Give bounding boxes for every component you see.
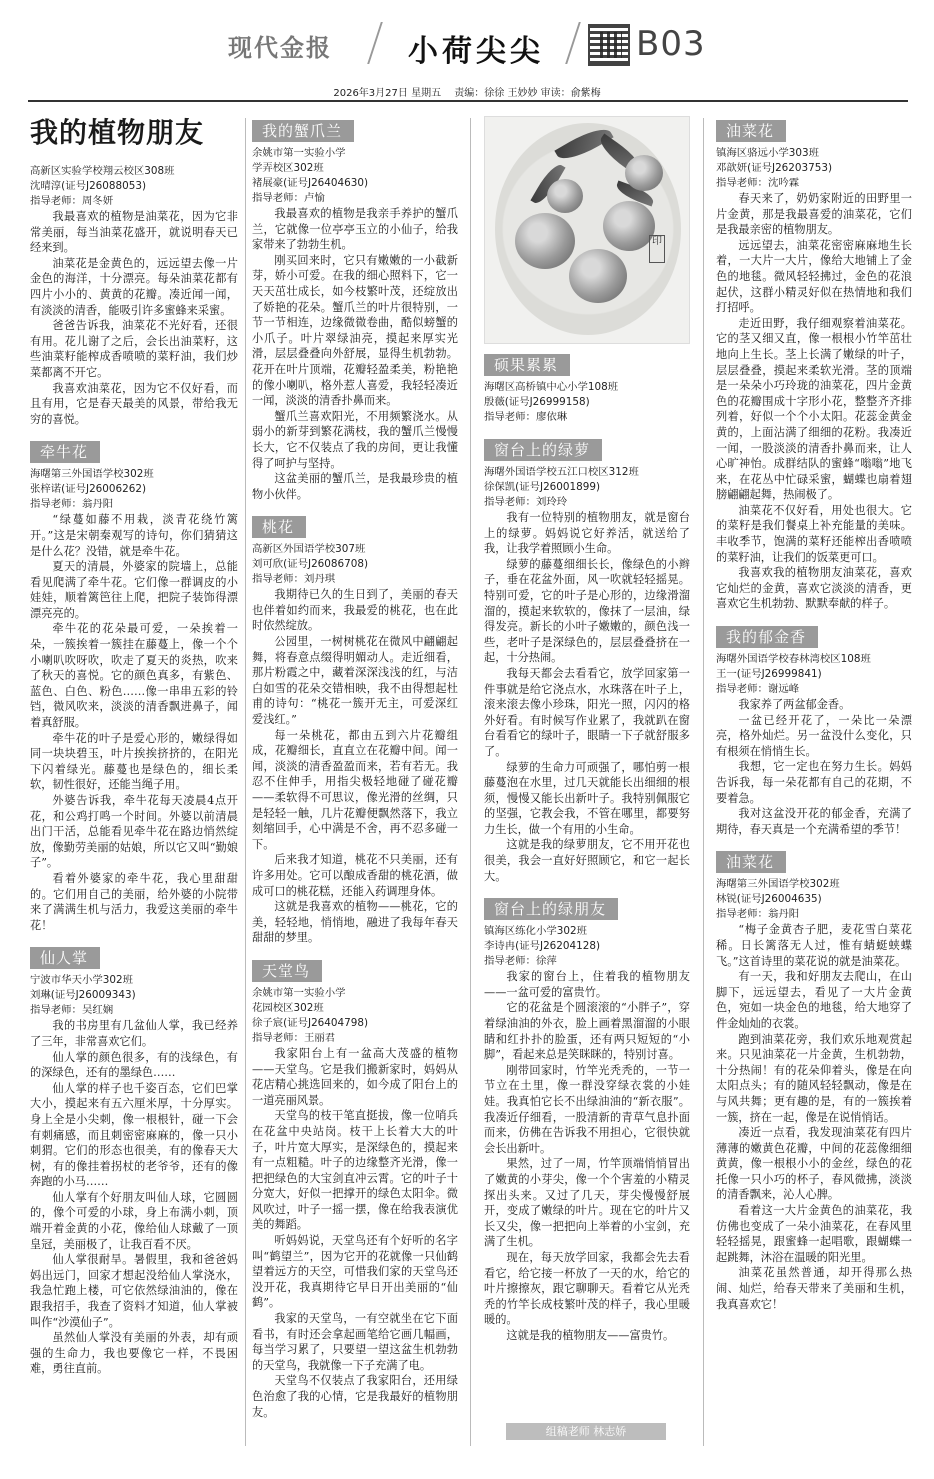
article-author-info: 余姚市第一实验小学 [252, 147, 346, 159]
article-paragraph: 后来我才知道，桃花不只美丽，还有许多用处。它可以酿成香甜的桃花酒，做成可口的桃花糕，还能入药调理身体。 [252, 853, 458, 898]
fruit-shape [625, 155, 663, 191]
article-tag: 仙人掌 [30, 947, 100, 969]
article-author-info: 海曙区高桥镇中心小学108班 [484, 381, 619, 393]
article [30, 937, 238, 1377]
article-paragraph: 我家的窗台上，住着我的植物朋友——一盆可爱的富贵竹。 [484, 970, 690, 999]
article-paragraph: 蟹爪兰喜欢阳光，不用频繁浇水。从弱小的新芽到繁花满枝，我的蟹爪兰慢慢长大，它不仅装点了我的房间，更让我懂得了呵护与坚持。 [252, 409, 458, 470]
article [484, 429, 690, 884]
article-tag: 窗台上的绿朋友 [484, 898, 618, 920]
article-paragraph: 仙人掌很耐旱。暑假里，我和爸爸妈妈出远门，回家才想起没给仙人掌浇水，我急忙跑上楼，可它依然绿油油的，像在跟我招手，我查了资料才知道，仙人掌被叫作“沙漠仙子”。 [30, 1253, 238, 1329]
article-author-info: 海曙外国语学校五江口校区312班 [484, 466, 639, 478]
article [252, 950, 458, 1420]
article-teacher: 指导老师：刘丹琪 [252, 573, 336, 586]
divider [367, 22, 383, 64]
article-paragraph: 牵牛花的花朵最可爱，一朵挨着一朵，一簇挨着一簇挂在藤蔓上，像一个个小喇叭吹呀吹，吹走了夏天的炎热，吹来了秋天的喜悦。它的颜色真多，有紫色、蓝色、白色、粉色……像一串串五彩的铃铛，微风吹来，淡淡的清香飘进鼻子，闻着真舒服。 [30, 622, 238, 730]
article-author-info: 镇海区骆远小学303班 [716, 147, 819, 159]
article-author-info: 高新区实验学校翔云校区308班 [30, 165, 175, 177]
article-paragraph: 这就是我的植物朋友——富贵竹。 [506, 1328, 675, 1342]
article-author-info: 刘琳(证号J26009343) [30, 989, 136, 1002]
article-teacher: 指导老师：翁丹阳 [30, 498, 114, 511]
article [716, 616, 912, 837]
article-paragraph: 这就是我的绿萝朋友，它不用开花也很美，我会一直好好照顾它，和它一起长大。 [484, 838, 690, 883]
article-author-info: 刘可欣(证号J26086708) [252, 558, 369, 571]
article-paragraph: 我想，它一定也在努力生长。妈妈告诉我，每一朵花都有自己的花期，不要着急。 [716, 760, 912, 805]
article [716, 112, 912, 612]
column-1 [30, 112, 238, 1450]
article-paragraph: 看着这一大片金黄色的油菜花，我仿佛也变成了一朵小油菜花，在春风里轻轻摇晃，跟蜜蜂一起唱歌，跟蝴蝶一起跳舞，沐浴在温暖的阳光里。 [716, 1204, 912, 1264]
column-divider [245, 118, 246, 1446]
article-paragraph: 这就是我喜欢的植物——桃花，它的美，轻轻地，悄悄地，融进了我每年春天甜甜的梦里。 [252, 900, 458, 945]
article-paragraph: 仙人掌的样子也千姿百态，它们巴掌大小，摸起来有五六厘米厚，十分厚实。身上全是小尖刺，像一根根针，碰一下会有刺痛感，而且刺密密麻麻的，像一只小刺猬。它们的形态也很美，有的像春天大树，有的像挂着拐杖的老爷爷，还有的像奔跑的小马…… [30, 1081, 238, 1189]
article-paragraph: 有一天，我和好朋友去爬山，在山脚下，远远望去，看见了一大片金黄色，宛如一块金色的地毯，给大地穿了件金灿灿的衣裳。 [716, 970, 912, 1030]
fruit-shape [547, 179, 583, 213]
article-paragraph: 爸爸告诉我，油菜花不光好看，还很有用。花儿谢了之后，会长出油菜籽，这些油菜籽能榨成香喷喷的菜籽油，我们炒菜都离不开它。 [30, 319, 238, 379]
article-author-info: 海曙第三外国语学校302班 [30, 468, 154, 481]
article-paragraph: 我喜欢油菜花，因为它不仅好看，而且有用，它是春天最美的风景，带给我无穷的喜悦。 [30, 381, 238, 426]
section-title: 小荷尖尖 [408, 34, 544, 69]
article [716, 841, 912, 1312]
dateline [0, 84, 934, 99]
brand-name: 现代金报 [228, 34, 332, 62]
article-paragraph: 绿萝的生命力可顽强了，哪怕剪一根藤蔓泡在水里，过几天就能长出细细的根须，慢慢又能长出新叶子。我特别佩服它的坚强，它教会我，不管在哪里，都要努力生长，做一个有用的小生命。 [484, 760, 690, 836]
article-paragraph: 夏天的清晨，外婆家的院墙上，总能看见爬满了牵牛花。它们像一群调皮的小娃娃，顺着篱笆往上爬，把院子装饰得漂漂亮亮的。 [30, 560, 238, 620]
article-paragraph: 我期待已久的生日到了，美丽的春天也伴着如约而来，我最爱的桃花，也在此时依然绽放。 [252, 588, 458, 633]
article-teacher: 指导老师：王丽君 [252, 1031, 336, 1044]
article-paragraph: 油菜花是金黄色的，远远望去像一片金色的海洋，十分漂亮。每朵油菜花都有四片小小的、黄黄的花瓣。凑近闻一闻，有淡淡的清香，能吸引许多蜜蜂来采蜜。 [30, 256, 238, 317]
article-paragraph: 走近田野，我仔细观察着油菜花。它的茎又细又直，像一根根小竹竿茁壮地向上生长。茎上长满了嫩绿的叶子，层层叠叠，摸起来柔软光滑。茎的顶端是一朵朵小巧玲珑的油菜花，四片金黄色的花瓣围成十字形小花，整整齐齐排列着，好似一个个小太阳。花蕊金黄金黄的，上面沾满了细细的花粉。我凑近一闻，一股淡淡的清香扑鼻而来，让人心旷神怡。成群结队的蜜蜂“嗡嗡”地飞来，在花丛中忙碌采蜜，蝴蝶也扇着翅膀翩翩起舞，热闹极了。 [716, 316, 912, 502]
article-paragraph: 看着外婆家的牵牛花，我心里甜甜的。它们用自己的美丽，给外婆的小院带来了满满生机与活力，我爱这美丽的牵牛花！ [30, 871, 238, 932]
article-author-info: 徐保凯(证号J26001899) [484, 481, 601, 493]
article-paragraph: 远远望去，油菜花密密麻麻地生长着，一大片一大片，像给大地铺上了金色的地毯。微风轻轻拂过，金色的花浪起伏，这群小精灵好似在热情地和我们打招呼。 [716, 238, 912, 315]
article-author-info: 余姚市第一实验小学 [252, 986, 346, 999]
article-paragraph: 春天来了，奶奶家附近的田野里一片金黄，那是我最喜爱的油菜花，它们是我最亲密的植物朋友。 [716, 192, 912, 237]
article-paragraph: 我最喜欢的植物是我亲手养护的蟹爪兰，它就像一位亭亭玉立的小仙子，给我家带来了勃勃生机。 [252, 207, 458, 252]
article-author-info: 沈晴淳(证号J26088053) [30, 180, 147, 192]
article-paragraph: 仙人掌有个好朋友叫仙人球，它圆圆的，像个可爱的小球，身上布满小刺，顶端开着金黄的小花，像给仙人球戴了一顶皇冠，美丽极了，让我百看不厌。 [30, 1190, 238, 1251]
article-paragraph: 外婆告诉我，牵牛花每天凌晨4点开花，和公鸡打鸣一个时间。外婆以前清晨出门干活，总能看见牵牛花在路边悄然绽放，像勤劳美丽的姑娘，所以它又叫“勤娘子”。 [30, 794, 238, 870]
issue-date: 2026年3月27日 星期五 [333, 88, 442, 99]
editor-credits: 责编：徐徐 王妙妙 审读：俞紫梅 [454, 88, 601, 99]
article-author-info: 徐子宸(证号J26404798) [252, 1016, 369, 1029]
article-author-info: 花园校区302班 [252, 1001, 324, 1014]
article-paragraph: 跑到油菜花旁，我们欢乐地观赏起来。只见油菜花一片金黄，生机勃勃，十分热闹！有的花朵仰着头，像是在向太阳点头；有的随风轻轻飘动，像是在与风共舞；更有趣的是，有的一簇挨着一簇，挤在一起，像是在说悄悄话。 [716, 1032, 912, 1124]
article-author-info: 宁波市华天小学302班 [30, 974, 133, 987]
article-author-info: 邓歆妍(证号J26203753) [716, 162, 833, 174]
fruit-shape [569, 249, 627, 303]
article-paragraph: 天堂鸟的枝干笔直挺拔，像一位哨兵在花盆中央站岗。枝干上长着大大的叶子，叶片宽大厚实，是深绿色的，摸起来有一点粗糙。叶子的边缘整齐光滑，像一把把绿色的大宝剑直冲云霄。它的叶子十分宽大，好似一把撑开的绿色太阳伞。微风吹过，叶子一摇一摆，像在给我表演优美的舞蹈。 [252, 1109, 458, 1232]
article [484, 344, 690, 425]
article-paragraph: 我有一位特别的植物朋友，就是窗台上的绿萝。妈妈说它好养活，就送给了我，让我学着照顾小生命。 [484, 511, 690, 556]
column-3 [484, 112, 690, 1450]
article-paragraph: 牵牛花的叶子是爱心形的，嫩绿得如同一块块碧玉，叶片挨挨挤挤的，在阳光下闪着绿光。藤蔓也是绿色的，细长柔软，韧性很好，还能当绳子用。 [30, 731, 238, 792]
page-headline: 我的植物朋友 [30, 116, 205, 149]
article-tag: 我的郁金香 [716, 626, 818, 648]
article-paragraph: 我的书房里有几盆仙人掌，我已经养了三年，非常喜欢它们。 [30, 1019, 238, 1048]
article-paragraph: “梅子金黄杏子肥，麦花雪白菜花稀。日长篱落无人过，惟有蜻蜓蛱蝶飞。”这首诗里的菜花说的就是油菜花。 [716, 923, 912, 968]
article-tag: 桃花 [252, 516, 306, 538]
article-author-info: 林锐(证号J26004635) [716, 893, 822, 906]
article [252, 506, 458, 946]
article-teacher: 指导老师：吴红娴 [30, 1004, 114, 1017]
article-author-info: 学弄校区302班 [252, 162, 324, 174]
article-paragraph: 我家阳台上有一盆高大茂盛的植物——天堂鸟。它是我们搬新家时，妈妈从花店精心挑选回来的，如今成了阳台上的一道亮丽风景。 [252, 1046, 458, 1107]
article-author-info: 李诗冉(证号J26204128) [484, 940, 601, 953]
article-author-info: 王一(证号J26999841) [716, 668, 822, 681]
article-tag: 窗台上的绿萝 [484, 439, 602, 461]
fruit-shape [603, 201, 655, 251]
article-paragraph: 我家养了两盆郁金香。 [738, 698, 851, 712]
article-author-info: 殷薇(证号J26999158) [484, 396, 590, 408]
article-teacher: 指导老师：刘玲玲 [484, 496, 568, 508]
painting-image [484, 116, 690, 344]
article-paragraph: 刚买回来时，它只有嫩嫩的一小截新芽，娇小可爱。在我的细心照料下，它一天天茁壮成长，如今枝繁叶茂，还绽放出了娇艳的花朵。蟹爪兰的叶片很特别，一节一节相连，边缘微微卷曲，酷似螃蟹的小爪子。叶片翠绿油亮，摸起来厚实光滑，层层叠叠向外舒展，显得生机勃勃。花开在叶片顶端，花瓣轻盈柔美，粉艳艳的像小喇叭，格外惹人喜爱，我轻轻凑近一闻，淡淡的清香扑鼻而来。 [252, 253, 458, 408]
article-paragraph: 一盆已经开花了，一朵比一朵漂亮，格外灿烂。另一盆没什么变化，只有根须在悄悄生长。 [716, 713, 912, 758]
article-paragraph: 油菜花虽然普通，却开得那么热闹、灿烂，给春天带来了美丽和生机，我真喜欢它！ [716, 1266, 912, 1311]
article-author-info: 高新区外国语学校307班 [252, 543, 366, 556]
article-paragraph: 我最喜欢的植物是油菜花，因为它非常美丽，每当油菜花盛开，就说明春天已经来到。 [30, 210, 238, 255]
article [252, 112, 458, 502]
article-paragraph: “绿蔓如藤不用栽，淡青花绕竹篱开。”这是宋朝秦观写的诗句，你们猜猜这是什么花？没错，就是牵牛花。 [30, 513, 238, 558]
article-tag: 天堂鸟 [252, 960, 322, 982]
article-paragraph: 我喜欢我的植物朋友油菜花，喜欢它灿烂的金黄，喜欢它淡淡的清香，更喜欢它生机勃勃、默默奉献的样子。 [716, 566, 912, 611]
article-paragraph: 每一朵桃花，都由五到六片花瓣组成，花瓣细长，直直立在花瓣中间。闻一闻，淡淡的清香盈盈而来，若有若无。我忍不住伸手，用指尖极轻地碰了碰花瓣——柔软得不可思议，像光滑的丝绸，只是轻轻一触，几片花瓣便飘然落下，我立刻缩回手，心中满是不舍，再不忍多碰一下。 [252, 728, 458, 851]
article-tag: 牵牛花 [30, 441, 100, 463]
article-paragraph: 凑近一点看，我发现油菜花有四片薄薄的嫩黄色花瓣，中间的花蕊像细细黄黄，像一根根小小的金丝，绿色的花托像一只小巧的杯子，春风微拂，淡淡的清香飘来，沁人心脾。 [716, 1126, 912, 1202]
article-author-info: 镇海区练化小学302班 [484, 925, 587, 938]
column-2 [252, 112, 458, 1450]
column-divider [470, 118, 471, 1446]
fruit-shape [515, 213, 575, 269]
column-4 [716, 112, 912, 1452]
page-number: B03 [636, 24, 706, 64]
article-paragraph: 听妈妈说，天堂鸟还有个好听的名字叫“鹤望兰”，因为它开的花就像一只仙鹤望着远方的天空，可惜我们家的天堂鸟还没开花，我真期待它早日开出美丽的“仙鹤”。 [252, 1234, 458, 1310]
article-tag: 油菜花 [716, 120, 786, 142]
article-tag: 我的蟹爪兰 [252, 120, 354, 142]
article-author-info: 张梓诺(证号J26006262) [30, 483, 147, 496]
article [30, 431, 238, 933]
article-teacher: 指导老师：周冬妍 [30, 195, 114, 207]
article-teacher: 指导老师：沈吟霖 [716, 177, 800, 189]
article-teacher: 指导老师：卢愉 [252, 192, 325, 204]
article-teacher: 指导老师：翁丹阳 [716, 908, 800, 921]
article [30, 164, 238, 427]
article-author-info: 海曙第三外国语学校302班 [716, 878, 840, 891]
masthead [0, 0, 934, 80]
column-divider [703, 118, 704, 1446]
article-teacher: 指导老师：徐萍 [484, 955, 557, 968]
article-tag: 硕果累累 [484, 354, 570, 376]
article-paragraph: 绿萝的藤蔓细细长长，像绿色的小辫子，垂在花盆外面，风一吹就轻轻摇晃。特别可爱，它的叶子是心形的，边缘滑溜溜的，摸起来软软的，像抹了一层油，绿得发亮。新长的小叶子嫩嫩的，颜色浅一些，老叶子是深绿色的，层层叠叠挤在一起，十分热闹。 [484, 557, 690, 665]
article-paragraph: 刚带回家时，竹竿光秃秃的，一节一节立在土里，像一群没穿绿衣裳的小娃娃。我真怕它长不出绿油油的“新衣服”。我凑近仔细看，一股清新的青草气息扑面而来，仿佛在告诉我不用担心，它很快就会长出新叶。 [484, 1063, 690, 1155]
article-tag: 油菜花 [716, 851, 786, 873]
article-teacher: 指导老师：谢远峰 [716, 683, 800, 696]
article-paragraph: 这盆美丽的蟹爪兰，是我最珍贵的植物小伙伴。 [252, 472, 458, 501]
article-paragraph: 我每天都会去看看它，放学回家第一件事就是给它浇点水，水珠落在叶子上，滚来滚去像小珍珠，阳光一照，闪闪的格外好看。有时候写作业累了，我就趴在窗台看看它的绿叶子，眼睛一下子就舒服多了。 [484, 666, 690, 758]
article-paragraph: 现在，每天放学回家，我都会先去看看它，给它接一杯放了一天的水，给它的叶片擦擦灰，跟它聊聊天。看着它从光秃秃的竹竿长成枝繁叶茂的样子，我心里暖暖的。 [484, 1250, 690, 1327]
article-paragraph: 果然，过了一周，竹竿顶端悄悄冒出了嫩黄的小芽尖，像一个个害羞的小精灵探出头来。又过了几天，芽尖慢慢舒展开，变成了嫩绿的叶片。现在它的叶片又长又尖，像一把把向上举着的小宝剑，充满了生机。 [484, 1157, 690, 1249]
article-paragraph: 天堂鸟不仅装点了我家阳台，还用绿色治愈了我的心情，它是我最好的植物朋友。 [252, 1374, 458, 1419]
divider [565, 22, 581, 64]
article-paragraph: 它的花盆是个圆滚滚的“小胖子”，穿着绿油油的外衣，脸上画着黑溜溜的小眼睛和红扑扑的脸蛋，还有两只短短的“小脚”，看起来总是笑眯眯的，特别讨喜。 [484, 1001, 690, 1062]
article-teacher: 指导老师：廖依琳 [484, 411, 568, 423]
article-paragraph: 虽然仙人掌没有美丽的外表，却有顽强的生命力，我也要像它一样，不畏困难，勇往直前。 [30, 1331, 238, 1376]
article-paragraph: 仙人掌的颜色很多，有的浅绿色，有的深绿色，还有的墨绿色…… [30, 1050, 238, 1080]
article-paragraph: 公园里，一树树桃花在微风中翩翩起舞，将春意点缀得明媚动人。走近细看，那片粉霞之中，藏着深深浅浅的红，与洁白如雪的花朵交错相映，我不由得想起杜甫的诗句：“桃花一簇开无主，可爱深红爱浅红。” [252, 635, 458, 727]
article-author-info: 褚展豪(证号J26404630) [252, 177, 369, 189]
article-paragraph: 油菜花不仅好看，用处也很大。它的菜籽是我们餐桌上补充能量的美味。丰收季节，饱满的菜籽还能榨出香喷喷的菜籽油，让我们的饭菜更可口。 [716, 503, 912, 564]
header-rule [28, 100, 908, 102]
article [484, 888, 690, 1343]
article-paragraph: 我对这盆没开花的郁金香，充满了期待，春天真是一个充满希望的季节！ [716, 807, 912, 836]
footer-editor-credit: 组稿老师 林志娇 [506, 1423, 666, 1440]
article-author-info: 海曙外国语学校春林湾校区108班 [716, 653, 871, 666]
qr-code-icon[interactable] [588, 24, 630, 66]
article-paragraph: 我家的天堂鸟，一有空就坐在它下面看书，有时还会拿起画笔给它画几幅画，每当学习累了，只要望一望这盆生机勃勃的天堂鸟，我就像一下子充满了电。 [252, 1312, 458, 1372]
artist-seal: 印 [649, 235, 665, 263]
